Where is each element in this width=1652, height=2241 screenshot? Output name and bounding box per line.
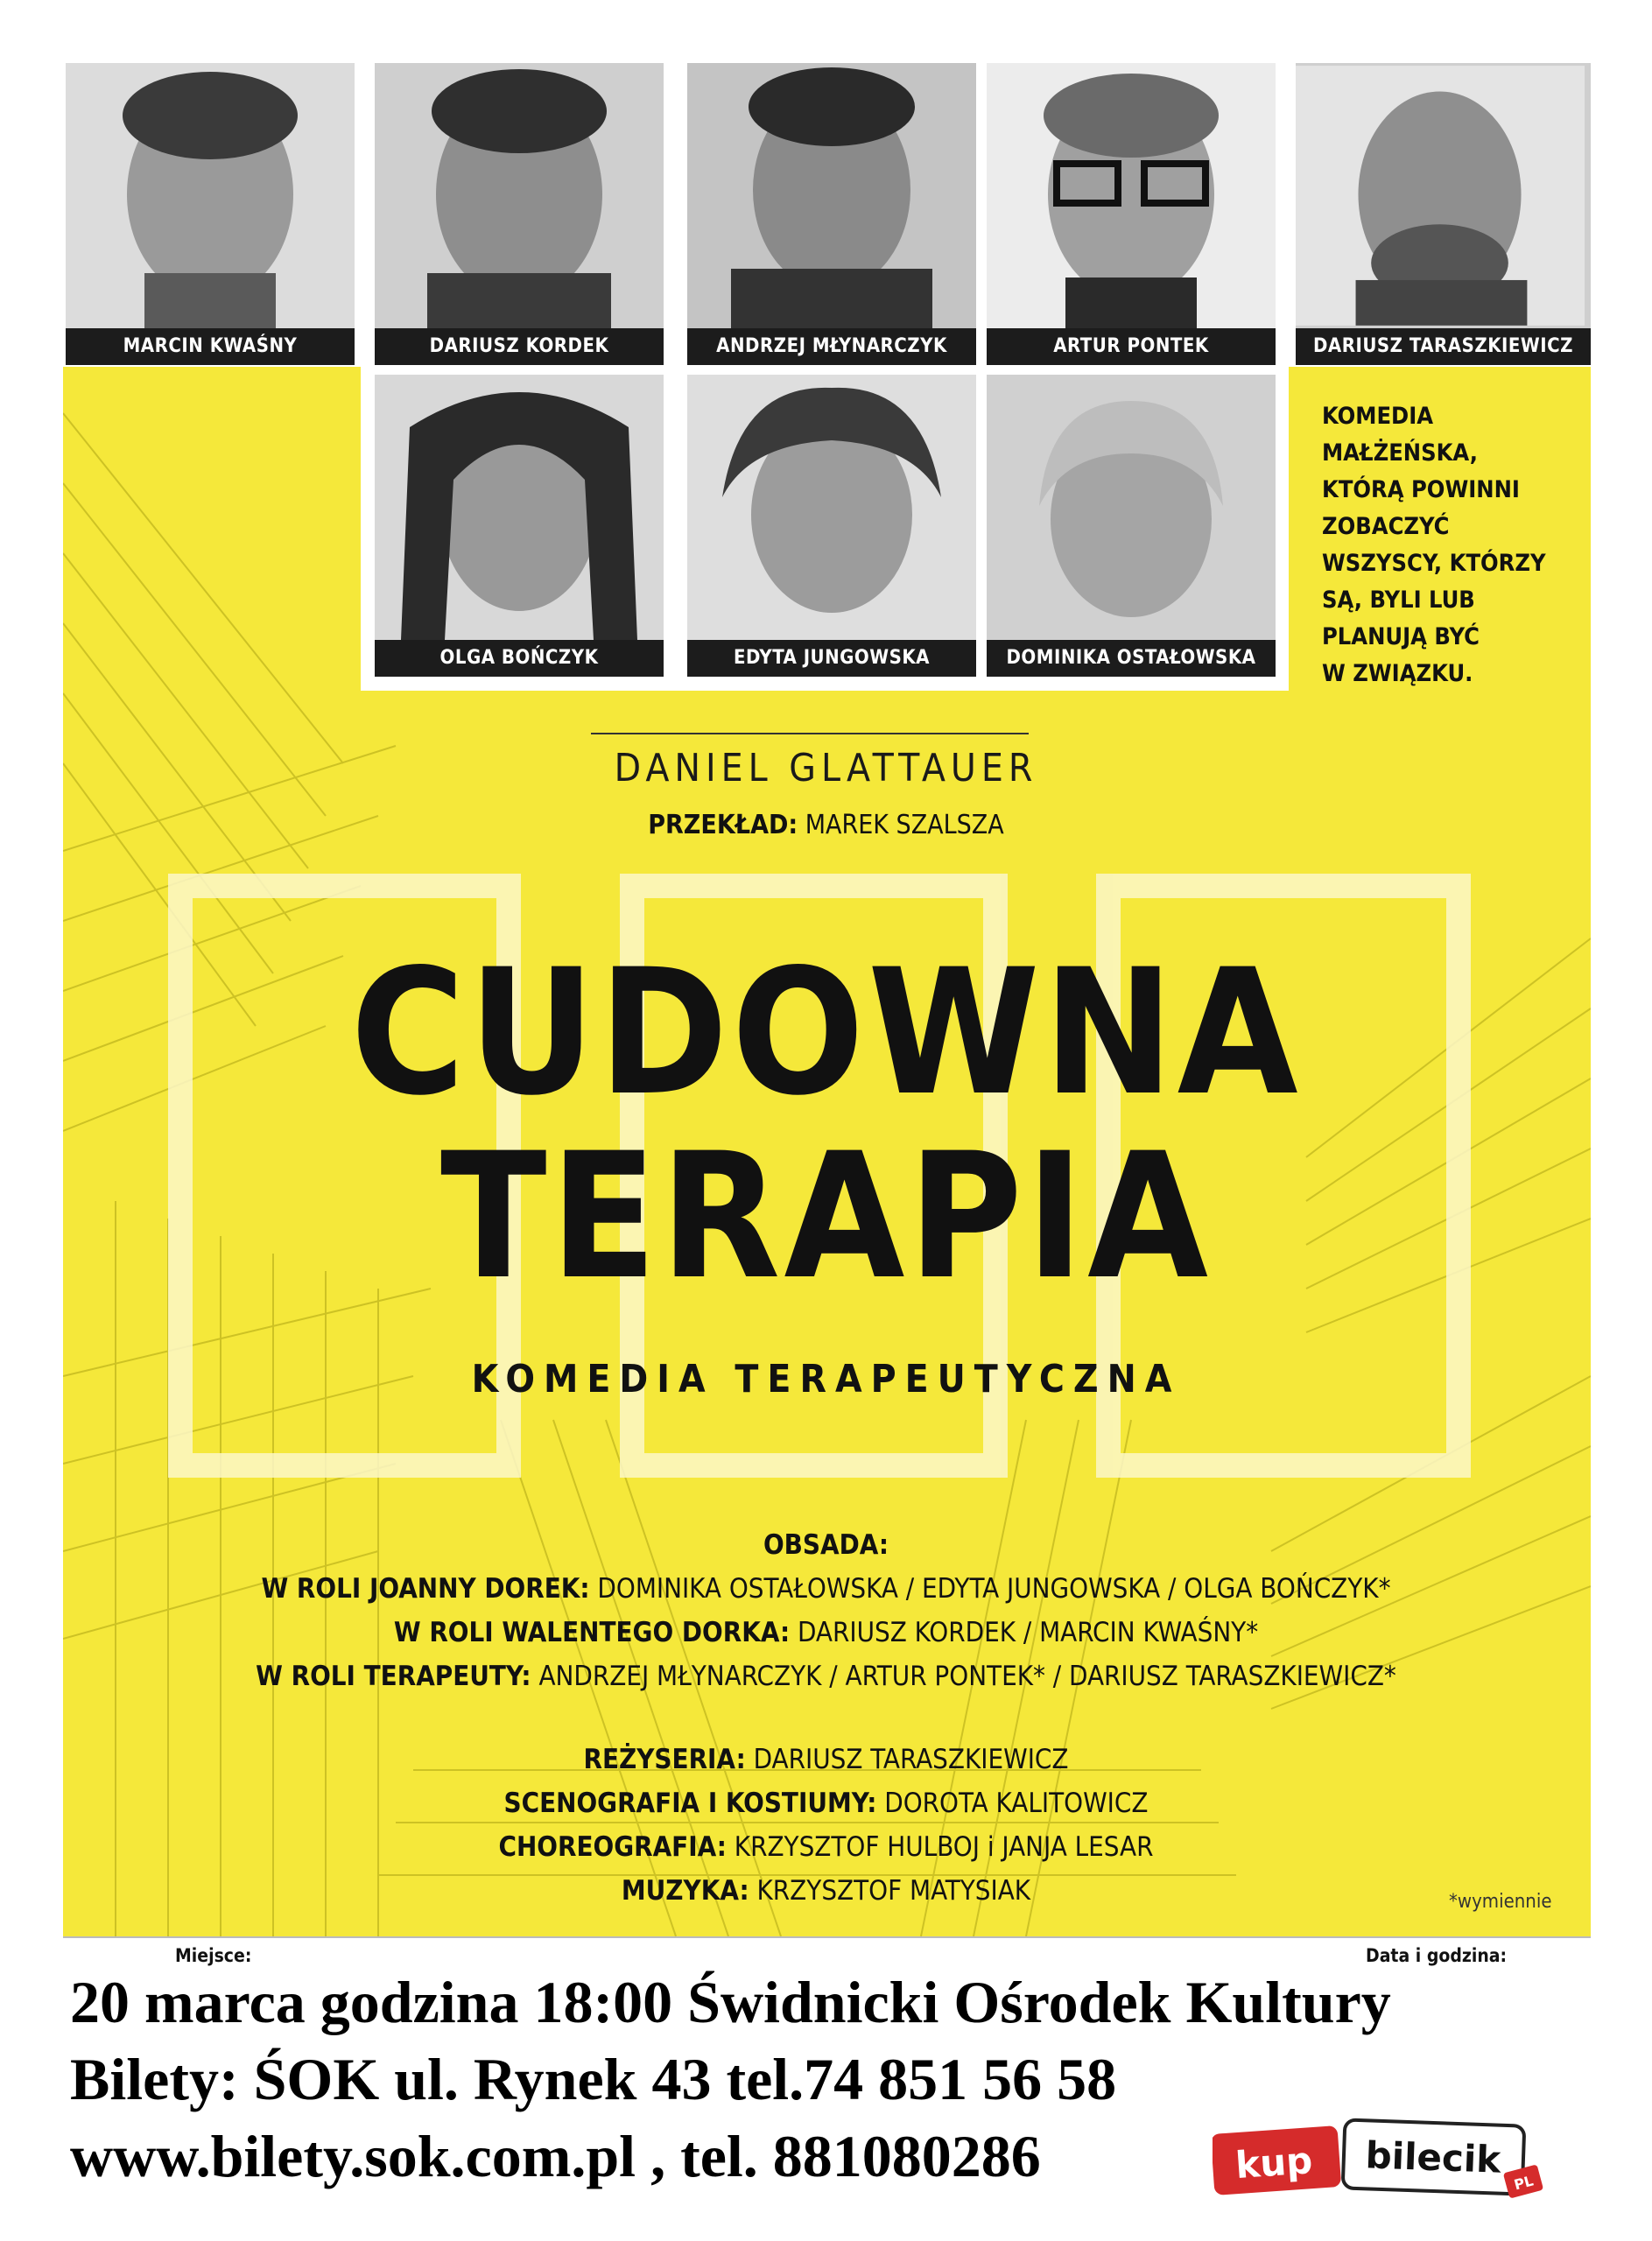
cast-photo	[1296, 63, 1591, 365]
portrait-image	[375, 63, 664, 328]
cast-photo-caption: DARIUSZ KORDEK	[375, 328, 664, 365]
crew-value: KRZYSZTOF HULBOJ i JANJA LESAR	[726, 1831, 1154, 1863]
portrait-image	[1296, 63, 1585, 328]
logo-kup-text: kup	[1234, 2139, 1314, 2188]
crew-value: KRZYSZTOF MATYSIAK	[749, 1875, 1031, 1907]
cast-photo	[375, 63, 664, 365]
role-label: W ROLI TERAPEUTY:	[256, 1661, 531, 1692]
cast-photo-caption: DARIUSZ TARASZKIEWICZ	[1296, 328, 1591, 365]
cast-photo	[687, 63, 976, 365]
translation-credit	[0, 810, 1652, 840]
crew-item	[0, 1738, 1652, 1781]
tagline-line: SĄ, BYLI LUB	[1322, 587, 1475, 614]
crew-label: SCENOGRAFIA I KOSTIUMY:	[503, 1788, 877, 1819]
crew-value: DOROTA KALITOWICZ	[876, 1788, 1149, 1819]
footnote: *wymiennie	[1449, 1891, 1552, 1913]
portrait-image	[687, 63, 976, 328]
crew-label: CHOREOGRAFIA:	[498, 1831, 727, 1863]
portrait-image	[375, 375, 664, 640]
crew-item	[0, 1869, 1652, 1913]
crew-list	[0, 1738, 1652, 1913]
translation-label: PRZEKŁAD:	[648, 810, 798, 840]
crew-label: MUZYKA:	[621, 1875, 749, 1907]
divider	[591, 733, 1029, 734]
divider	[63, 1936, 1591, 1938]
tagline-line: MAŁŻEŃSKA,	[1322, 439, 1478, 467]
cast-photo	[375, 375, 664, 677]
place-label: Miejsce:	[175, 1945, 252, 1966]
crew-value: DARIUSZ TARASZKIEWICZ	[745, 1744, 1069, 1775]
role-value: DOMINIKA OSTAŁOWSKA / EDYTA JUNGOWSKA / OLGA BOŃCZYK*	[589, 1573, 1391, 1605]
tagline	[1322, 398, 1585, 692]
tagline-line: ZOBACZYĆ	[1322, 513, 1450, 540]
title-line-2: TERAPIA	[440, 1115, 1212, 1317]
role-label: W ROLI JOANNY DOREK:	[261, 1573, 590, 1605]
cast-photo-caption: MARCIN KWAŚNY	[66, 328, 355, 365]
kupbilecik-logo[interactable]	[1213, 2114, 1545, 2202]
tagline-line: KOMEDIA	[1322, 403, 1434, 430]
logo-pl-text: PL	[1512, 2172, 1536, 2194]
ticket-office: Bilety: ŚOK ul. Rynek 43 tel.74 851 56 58	[70, 2046, 1117, 2112]
portrait-image	[987, 63, 1276, 328]
cast-photo-caption: DOMINIKA OSTAŁOWSKA	[987, 640, 1276, 677]
ticket-website[interactable]: www.bilety.sok.com.pl , tel. 881080286	[70, 2123, 1041, 2189]
role-value: DARIUSZ KORDEK / MARCIN KWAŚNY*	[790, 1617, 1259, 1648]
cast-photo	[987, 63, 1276, 365]
crew-item	[0, 1781, 1652, 1825]
crew-label: REŻYSERIA:	[583, 1744, 746, 1775]
translation-value: MAREK SZALSZA	[798, 810, 1004, 840]
cast-photo	[66, 63, 355, 365]
role-label: W ROLI WALENTEGO DORKA:	[393, 1617, 791, 1648]
logo-bilecik-text: bilecik	[1364, 2133, 1502, 2181]
event-date-venue: 20 marca godzina 18:00 Świdnicki Ośrodek Kultury	[70, 1969, 1391, 2035]
tagline-line: W ZWIĄZKU.	[1322, 660, 1473, 687]
tagline-line: PLANUJĄ BYĆ	[1322, 623, 1480, 650]
cast-role	[0, 1611, 1652, 1654]
portrait-image	[987, 375, 1276, 640]
cast-role	[0, 1654, 1652, 1698]
cast-role	[0, 1567, 1652, 1611]
cast-photo	[987, 375, 1276, 677]
date-label: Data i godzina:	[1366, 1945, 1508, 1966]
tagline-line: KTÓRĄ POWINNI	[1322, 476, 1520, 503]
portrait-image	[66, 63, 355, 328]
cast-photo-caption: ARTUR PONTEK	[987, 328, 1276, 365]
cast-photo-caption: EDYTA JUNGOWSKA	[687, 640, 976, 677]
tagline-line: WSZYSCY, KTÓRZY	[1322, 550, 1546, 577]
cast-photo	[687, 375, 976, 677]
author-name: DANIEL GLATTAUER	[614, 746, 1038, 790]
cast-heading: OBSADA:	[763, 1529, 889, 1561]
cast-list	[0, 1523, 1652, 1698]
cast-photo-caption: OLGA BOŃCZYK	[375, 640, 664, 677]
role-value: ANDRZEJ MŁYNARCZYK / ARTUR PONTEK* / DARIUSZ TARASZKIEWICZ*	[531, 1661, 1396, 1692]
title-line-1: CUDOWNA	[350, 931, 1302, 1134]
portrait-image	[687, 375, 976, 640]
crew-item	[0, 1825, 1652, 1869]
cast-photo-caption: ANDRZEJ MŁYNARCZYK	[687, 328, 976, 365]
subtitle: KOMEDIA TERAPEUTYCZNA	[471, 1357, 1181, 1402]
